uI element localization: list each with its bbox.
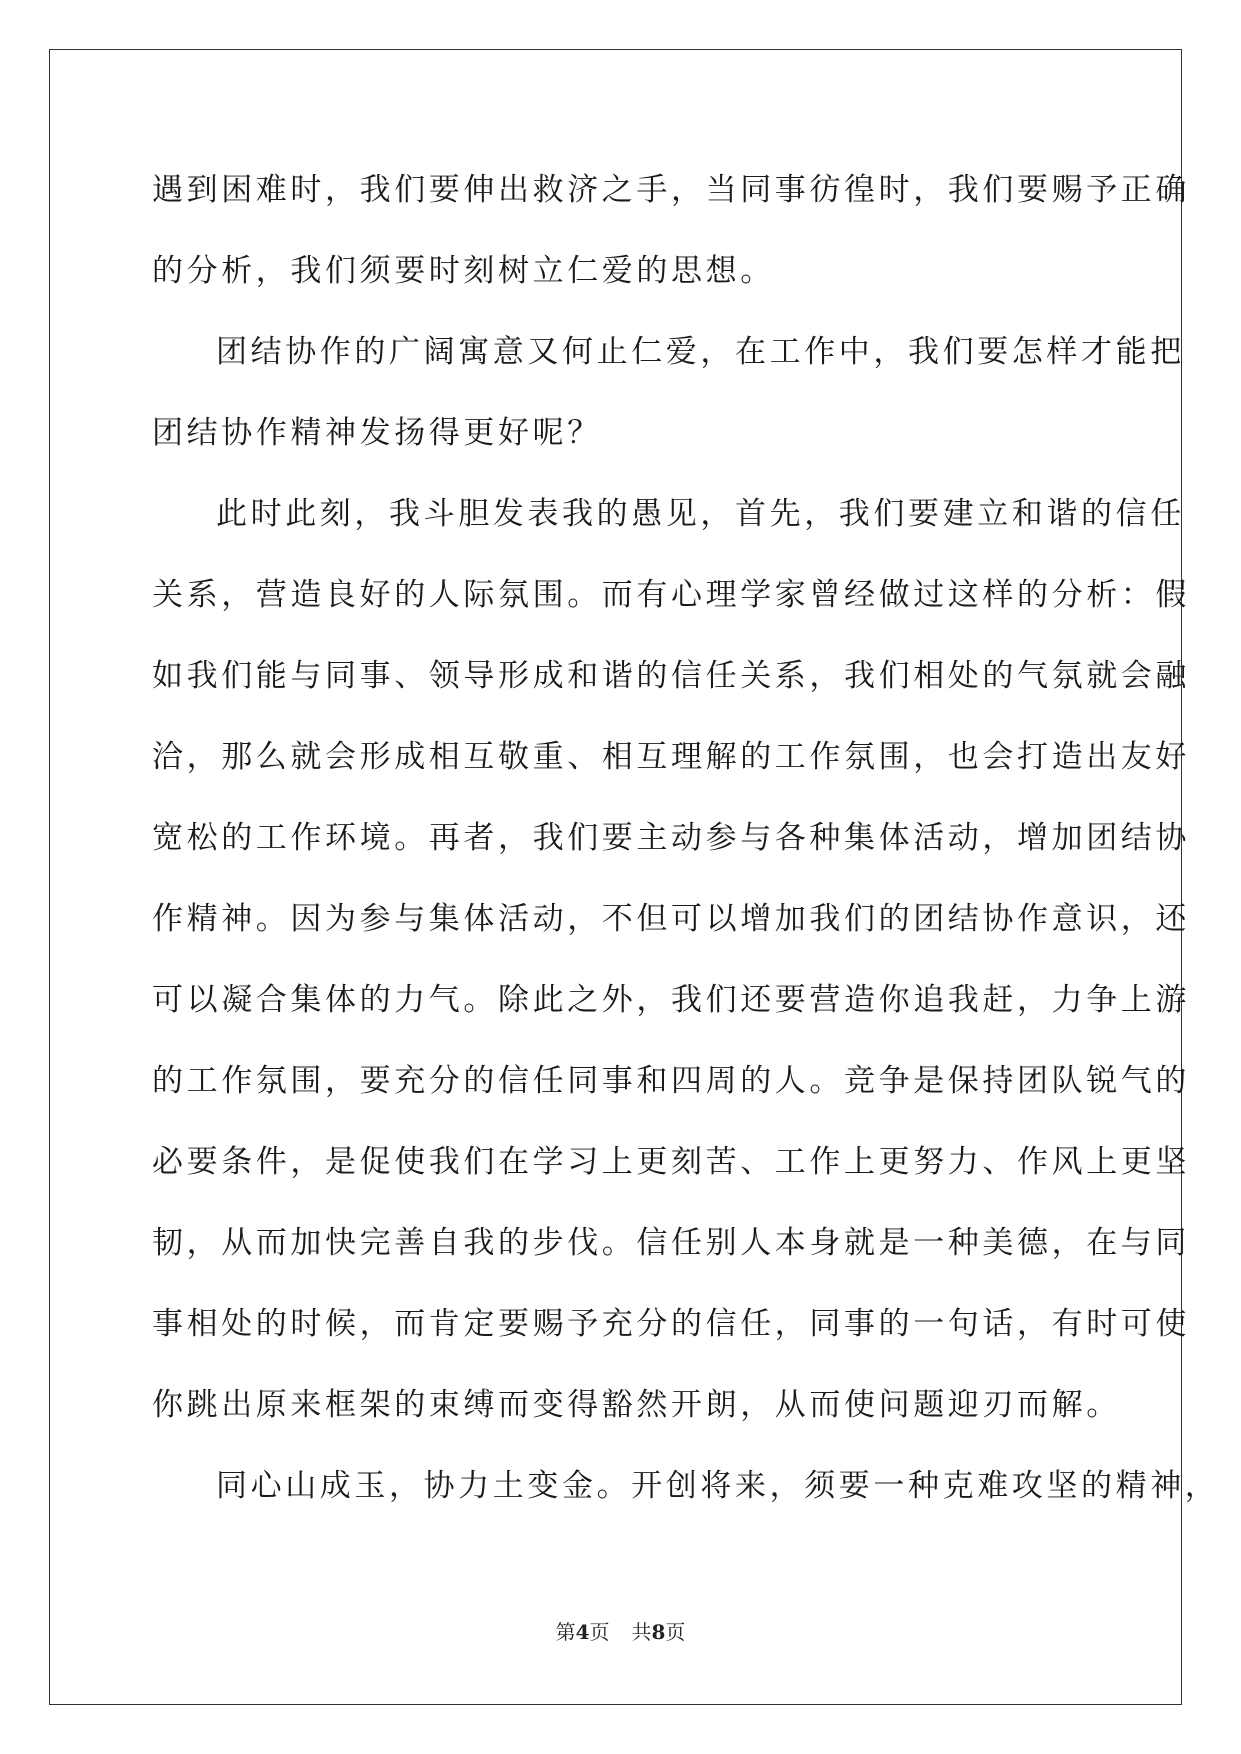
paragraph-first-line: 同心山成玉，协力土变金。开创将来，须要一种克难攻坚的精神， [216,1468,1220,1504]
text-line: 团结协作精神发扬得更好呢？ [152,415,602,451]
paragraph-first-line: 此时此刻，我斗胆发表我的愚见，首先，我们要建立和谐的信任 [216,496,1185,532]
page-label: 页 [589,1620,610,1644]
text-line: 遇到困难时，我们要伸出救济之手，当同事彷徨时，我们要赐予正确 [152,172,1190,208]
text-line: 可以凝合集体的力气。除此之外，我们还要营造你追我赶，力争上游 [152,982,1190,1018]
text-line: 事相处的时候，而肯定要赐予充分的信任，同事的一句话，有时可使 [152,1306,1190,1342]
paragraph-first-line: 团结协作的广阔寓意又何止仁爱，在工作中，我们要怎样才能把 [216,334,1185,370]
text-line: 必要条件，是促使我们在学习上更刻苦、工作上更努力、作风上更坚 [152,1144,1190,1180]
document-body [152,163,1220,1540]
page-footer [0,1617,1241,1647]
page-current: 4 [575,1620,590,1644]
text-line: 洽，那么就会形成相互敬重、相互理解的工作氛围，也会打造出友好 [152,739,1190,775]
text-line: 韧，从而加快完善自我的步伐。信任别人本身就是一种美德，在与同 [152,1225,1190,1261]
text-line: 作精神。因为参与集体活动，不但可以增加我们的团结协作意识，还 [152,901,1190,937]
total-prefix: 共 [631,1620,652,1644]
text-line: 如我们能与同事、领导形成和谐的信任关系，我们相处的气氛就会融 [152,658,1190,694]
page-prefix: 第 [555,1620,576,1644]
text-line: 关系，营造良好的人际氛围。而有心理学家曾经做过这样的分析：假 [152,577,1190,613]
text-line: 你跳出原来框架的束缚而变得豁然开朗，从而使问题迎刃而解。 [152,1387,1121,1423]
page-total: 8 [651,1620,666,1644]
text-line: 宽松的工作环境。再者，我们要主动参与各种集体活动，增加团结协 [152,820,1190,856]
text-line: 的工作氛围，要充分的信任同事和四周的人。竞争是保持团队锐气的 [152,1063,1190,1099]
text-line: 的分析，我们须要时刻树立仁爱的思想。 [152,253,775,289]
total-label: 页 [665,1620,686,1644]
